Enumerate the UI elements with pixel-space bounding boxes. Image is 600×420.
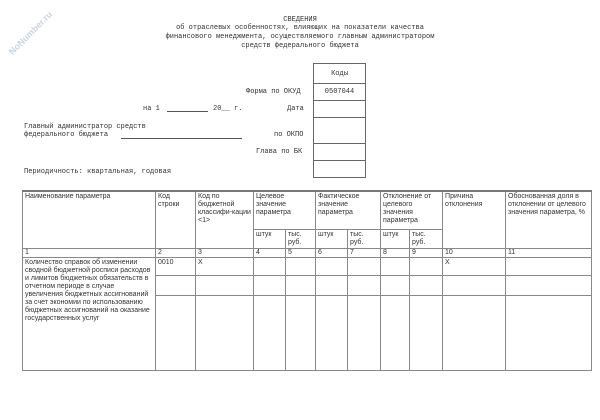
cell[interactable] (286, 257, 316, 275)
cell[interactable] (506, 257, 592, 275)
codes-header: Коды (314, 64, 366, 84)
codes-box (313, 63, 366, 178)
column-number: 2 (156, 248, 196, 257)
cell[interactable] (506, 295, 592, 370)
admin-line1: Главный администратор средств (24, 123, 146, 131)
unit-cell: тыс. руб. (348, 229, 381, 248)
cell[interactable] (254, 257, 286, 275)
cell[interactable] (443, 295, 506, 370)
admin-line2: федерального бюджета (24, 131, 109, 139)
okud-code: 0507044 (314, 84, 366, 101)
cell[interactable] (348, 295, 381, 370)
header-kbk: Код по бюджетной классифи-кации <1> (196, 191, 254, 248)
cell[interactable] (348, 257, 381, 275)
row-kbk: X (196, 257, 254, 275)
cell[interactable] (156, 275, 196, 295)
admin-field[interactable] (121, 138, 242, 139)
cell[interactable] (196, 275, 254, 295)
unit-cell: штук (254, 229, 286, 248)
cell[interactable] (254, 275, 286, 295)
column-number: 10 (443, 248, 506, 257)
okpo-label: по ОКПО (274, 131, 304, 139)
watermark: NoNumber.ru (6, 9, 55, 57)
parameters-table (22, 190, 592, 371)
cell[interactable] (316, 275, 348, 295)
cell[interactable] (316, 295, 348, 370)
header-share: Обоснованная доля в отклонении от целевого значения параметра, % (506, 191, 592, 248)
cell[interactable] (196, 295, 254, 370)
column-number: 6 (316, 248, 348, 257)
periodicity: Периодичность: квартальная, годовая (24, 168, 172, 176)
header-target: Целевое значение параметра (254, 191, 316, 229)
subtitle-3: средств федерального бюджета (241, 42, 359, 50)
unit-cell: штук (381, 229, 410, 248)
cell[interactable] (156, 295, 196, 370)
header-name: Наименование параметра (23, 191, 156, 248)
date-prefix: на 1 (143, 105, 160, 113)
okpo-code[interactable] (314, 118, 366, 144)
title: СВЕДЕНИЯ (283, 16, 317, 24)
cell[interactable] (506, 275, 592, 295)
column-number: 11 (506, 248, 592, 257)
unit-cell: штук (316, 229, 348, 248)
column-number: 4 (254, 248, 286, 257)
column-number: 9 (410, 248, 443, 257)
header-actual: Фактическое значение параметра (316, 191, 381, 229)
cell[interactable] (381, 295, 410, 370)
column-number: 5 (286, 248, 316, 257)
cell[interactable] (286, 295, 316, 370)
column-number: 3 (196, 248, 254, 257)
cell[interactable] (348, 275, 381, 295)
column-number: 7 (348, 248, 381, 257)
glava-code[interactable] (314, 144, 366, 161)
cell[interactable] (286, 275, 316, 295)
header-code: Код строки (156, 191, 196, 248)
unit-cell: тыс. руб. (410, 229, 443, 248)
glava-label: Глава по БК (256, 148, 303, 156)
subtitle-1: об отраслевых особенностях, влияющих на показатели качества (176, 24, 424, 32)
row-name: Количество справок об изменении сводной бюджетной росписи расходов и лимитов бюджетных обязательств в отчетном периоде в случае увеличения бюджетных ассигнований за счет экономии по использованию бюджетных ассигнований на оказание государственных услуг (23, 257, 156, 370)
cell[interactable] (443, 275, 506, 295)
extra-code[interactable] (314, 161, 366, 178)
cell[interactable] (410, 295, 443, 370)
subtitle-2: финансового менеджмента, осуществляемого главным администратором (165, 33, 435, 41)
column-number: 1 (23, 248, 156, 257)
column-number: 8 (381, 248, 410, 257)
date-code[interactable] (314, 101, 366, 118)
unit-cell: тыс. руб. (286, 229, 316, 248)
okud-label: Форма по ОКУД (246, 88, 301, 96)
row-reason: X (443, 257, 506, 275)
cell[interactable] (410, 257, 443, 275)
date-year: 20__ г. (213, 105, 243, 113)
header-reason: Причина отклонения (443, 191, 506, 248)
cell[interactable] (381, 275, 410, 295)
cell[interactable] (316, 257, 348, 275)
header-deviation: Отклонение от целевого значения параметра (381, 191, 443, 229)
cell[interactable] (381, 257, 410, 275)
row-code: 0010 (156, 257, 196, 275)
cell[interactable] (410, 275, 443, 295)
date-day-field[interactable] (167, 111, 208, 112)
date-label: Дата (287, 105, 304, 113)
cell[interactable] (254, 295, 286, 370)
